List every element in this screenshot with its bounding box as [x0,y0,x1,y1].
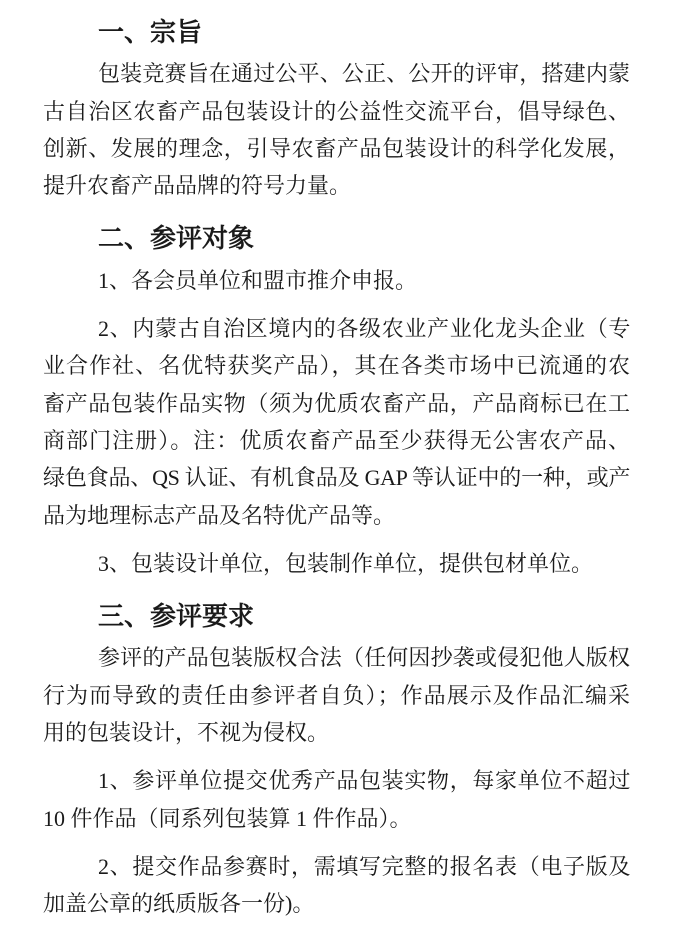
paragraph [43,262,630,299]
paragraph [43,55,630,204]
section-heading [43,14,630,51]
paragraph [43,639,630,751]
text-line: 业合作社、名优特获奖产品），其在各类市场中已流通的农 [43,353,630,379]
text-line: 1、参评单位提交优秀产品包装实物，每家单位不超过 [98,768,630,794]
heading-text: 三、参评要求 [98,602,255,632]
heading-text: 一、宗旨 [98,18,203,47]
text-line: 包装竞赛旨在通过公平、公正、公开的评审，搭建内蒙 [98,61,630,87]
heading-text: 二、参评对象 [98,224,255,254]
text-line: 古自治区农畜产品包装设计的公益性交流平台，倡导绿色、 [43,98,630,124]
text-line: 加盖公章的纸质版各一份)。 [43,891,315,917]
text-line: 2、内蒙古自治区境内的各级农业产业化龙头企业（专 [98,316,630,342]
text-line: 提升农畜产品品牌的符号力量。 [43,173,352,199]
paragraph [43,545,630,582]
text-line: 绿色食品、QS 认证、有机食品及 GAP 等认证中的一种，或产 [43,465,630,491]
text-line: 参评的产品包装版权合法（任何因抄袭或侵犯他人版权 [98,645,630,671]
text-line: 商部门注册）。注：优质农畜产品至少获得无公害农产品、 [43,427,630,453]
text-line: 创新、发展的理念，引导农畜产品包装设计的科学化发展， [43,135,630,161]
text-line: 10 件作品（同系列包装算 1 件作品）。 [43,805,412,831]
text-line: 行为而导致的责任由参评者自负）；作品展示及作品汇编采 [43,682,630,708]
text-line: 品为地理标志产品及名特优产品等。 [43,502,396,528]
text-line: 2、提交作品参赛时，需填写完整的报名表（电子版及 [98,853,630,879]
text-line: 1、各会员单位和盟市推介申报。 [98,267,418,293]
paragraph [43,310,630,534]
text-line: 用的包装设计，不视为侵权。 [43,720,330,746]
section-heading [43,220,630,257]
text-line: 3、包装设计单位，包装制作单位，提供包材单位。 [98,550,594,576]
text-line: 畜产品包装作品实物（须为优质农畜产品，产品商标已在工 [43,390,630,416]
paragraph [43,762,630,837]
section-heading [43,598,630,635]
paragraph [43,848,630,923]
